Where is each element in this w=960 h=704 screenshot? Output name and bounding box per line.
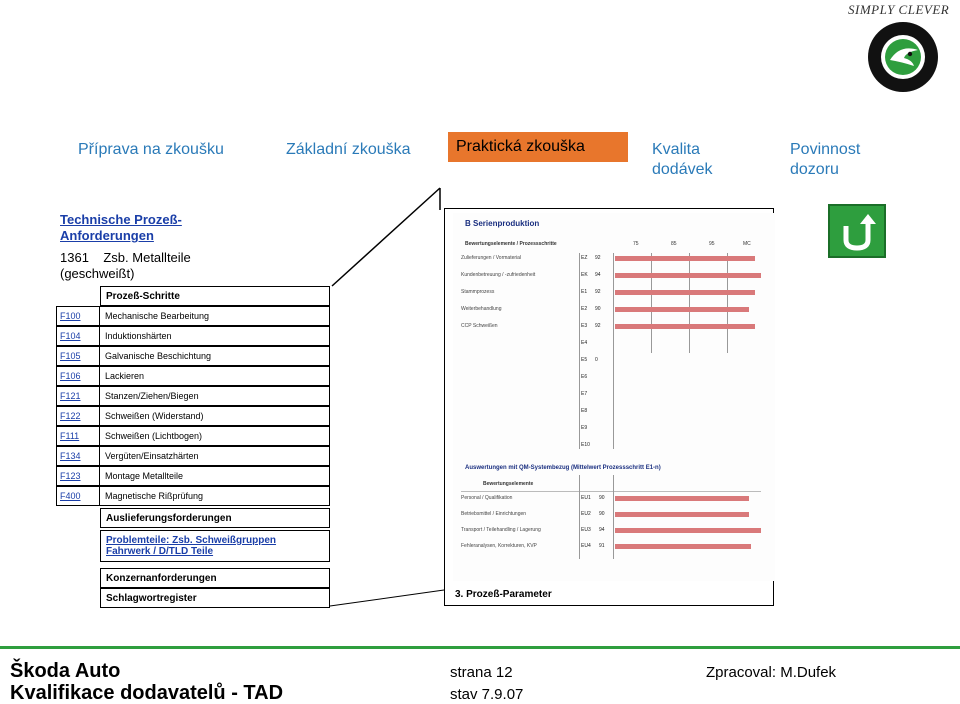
nav-povinnost[interactable] [790,140,860,180]
eval-row-code: E5 [581,357,588,363]
nav-prakticka-active[interactable]: Praktická zkouška [448,132,628,162]
nav-kvalita-line1: Kvalita [652,141,701,158]
process-label: Induktionshärten [100,326,330,346]
eval-row-code: EK [581,272,588,278]
process-label: Vergüten/Einsatzhärten [100,446,330,466]
grid-line [689,253,690,353]
nav-povinnost-line1: Povinnost [790,141,861,158]
qm-row-label: Personal / Qualifikation [461,495,513,501]
qm-row-value: 90 [599,511,605,517]
eval-row-value: 90 [595,306,601,312]
process-steps-header: Prozeß-Schritte [100,286,330,306]
problem-parts-link[interactable] [100,530,330,562]
process-label: Montage Metallteile [100,466,330,486]
back-button[interactable] [828,204,886,258]
score-bar [615,256,755,261]
process-code[interactable]: F100 [56,306,100,326]
qm-table-header: Bewertungselemente [483,481,534,487]
process-parameter-screenshot [444,208,774,606]
eval-row-code: E8 [581,408,588,414]
version-date: stav 7.9.07 [450,686,524,703]
konzern-requirements: Konzernanforderungen [100,568,330,588]
evaluation-sheet [453,213,775,581]
axis-label: MC [743,241,751,247]
eval-row-value: 0 [595,357,598,363]
qm-row-label: Betriebsmittel / Einrichtungen [461,511,527,517]
process-label: Schweißen (Lichtbogen) [100,426,330,446]
process-code[interactable]: F111 [56,426,100,446]
process-code[interactable]: F106 [56,366,100,386]
panel-caption: 3. Prozeß-Parameter [455,589,552,600]
table-divider [579,475,580,559]
qm-row-value: 94 [599,527,605,533]
process-code[interactable]: F122 [56,406,100,426]
eval-row-label: Zulieferungen / Vormaterial [461,255,522,261]
score-bar [615,496,749,501]
process-label: Lackieren [100,366,330,386]
qm-row-value: 90 [599,495,605,501]
delivery-requirements: Auslieferungsforderungen [100,508,330,528]
grid-line [651,253,652,353]
score-bar [615,324,755,329]
axis-label: 95 [709,241,715,247]
score-bar [615,544,751,549]
eval-row-value: 94 [595,272,601,278]
nav-kvalita-line2: dodávek [652,161,713,178]
eval-row-code: E10 [581,442,590,448]
qm-evaluation-heading: Auswertungen mit QM-Systembezug (Mittelwert Prozessschritt E1-n) [465,465,661,471]
process-code[interactable]: F121 [56,386,100,406]
qm-row-label: Transport / Teilehandling / Lagerung [461,527,541,533]
axis-label: 85 [671,241,677,247]
score-bar [615,307,749,312]
problem-parts-line1: Problemteile: Zsb. Schweißgruppen [106,535,277,546]
table-divider [613,253,614,449]
process-requirements-link[interactable]: Technische Prozeß-Anforderungen [60,212,182,243]
process-code[interactable]: F400 [56,486,100,506]
skoda-logo-icon [866,20,940,94]
eval-row-code: E9 [581,425,588,431]
axis-label: 75 [633,241,639,247]
footer-rule [0,646,960,649]
qm-row-code: EU4 [581,543,591,549]
qm-row-code: EU3 [581,527,591,533]
evaluation-table-header: Bewertungselemente / Prozessschritte [465,241,557,247]
qm-row-label: Fehleranalysen, Korrekturen, KVP [461,543,537,549]
process-label: Schweißen (Widerstand) [100,406,330,426]
eval-row-code: E6 [581,374,588,380]
series-production-heading: B Serienproduktion [465,219,540,228]
score-bar [615,273,761,278]
footer-company: Škoda Auto [10,660,121,682]
eval-row-code: E3 [581,323,588,329]
process-code[interactable]: F105 [56,346,100,366]
nav-povinnost-line2: dozoru [790,161,839,178]
score-bar [615,290,755,295]
table-divider [613,475,614,559]
eval-row-value: 92 [595,323,601,329]
score-bar [615,512,749,517]
footer-course-title: Kvalifikace dodavatelů - TAD [10,682,284,704]
eval-row-code: E7 [581,391,588,397]
nav-kvalita[interactable] [652,140,713,180]
simply-clever-tagline: SIMPLY CLEVER [848,2,950,17]
part-group-line1: 1361 Zsb. Metallteile [60,250,191,265]
qm-row-value: 91 [599,543,605,549]
part-group-label [60,250,260,282]
process-label: Stanzen/Ziehen/Biegen [100,386,330,406]
author: Zpracoval: M.Dufek [706,664,837,681]
eval-row-code: E1 [581,289,588,295]
eval-row-label: Kundenbetreuung / -zufriedenheit [461,272,536,278]
eval-row-code: EZ [581,255,588,261]
qm-row-code: EU2 [581,511,591,517]
eval-row-label: Stammprozess [461,289,495,295]
eval-row-code: E2 [581,306,588,312]
eval-row-label: Weiterbehandlung [461,306,502,312]
eval-row-value: 92 [595,255,601,261]
eval-row-value: 92 [595,289,601,295]
problem-parts-line2: Fahrwerk / D/TLD Teile [106,546,214,557]
eval-row-code: E4 [581,340,588,346]
nav-zakladni[interactable]: Základní zkouška [286,141,411,158]
process-label: Magnetische Rißprüfung [100,486,330,506]
keyword-register: Schlagwortregister [100,588,330,608]
nav-priprava[interactable]: Příprava na zkoušku [78,141,224,158]
table-divider [579,253,580,449]
process-code[interactable]: F104 [56,326,100,346]
u-turn-arrow-icon [838,212,876,252]
part-group-line2: (geschweißt) [60,266,135,281]
grid-line [727,253,728,353]
process-label: Galvanische Beschichtung [100,346,330,366]
score-bar [615,528,761,533]
process-label: Mechanische Bearbeitung [100,306,330,326]
process-code[interactable]: F123 [56,466,100,486]
process-code[interactable]: F134 [56,446,100,466]
qm-row-code: EU1 [581,495,591,501]
table-rule [461,491,761,492]
page-number: strana 12 [450,664,513,681]
eval-row-label: CCP Schweißen [461,323,498,329]
